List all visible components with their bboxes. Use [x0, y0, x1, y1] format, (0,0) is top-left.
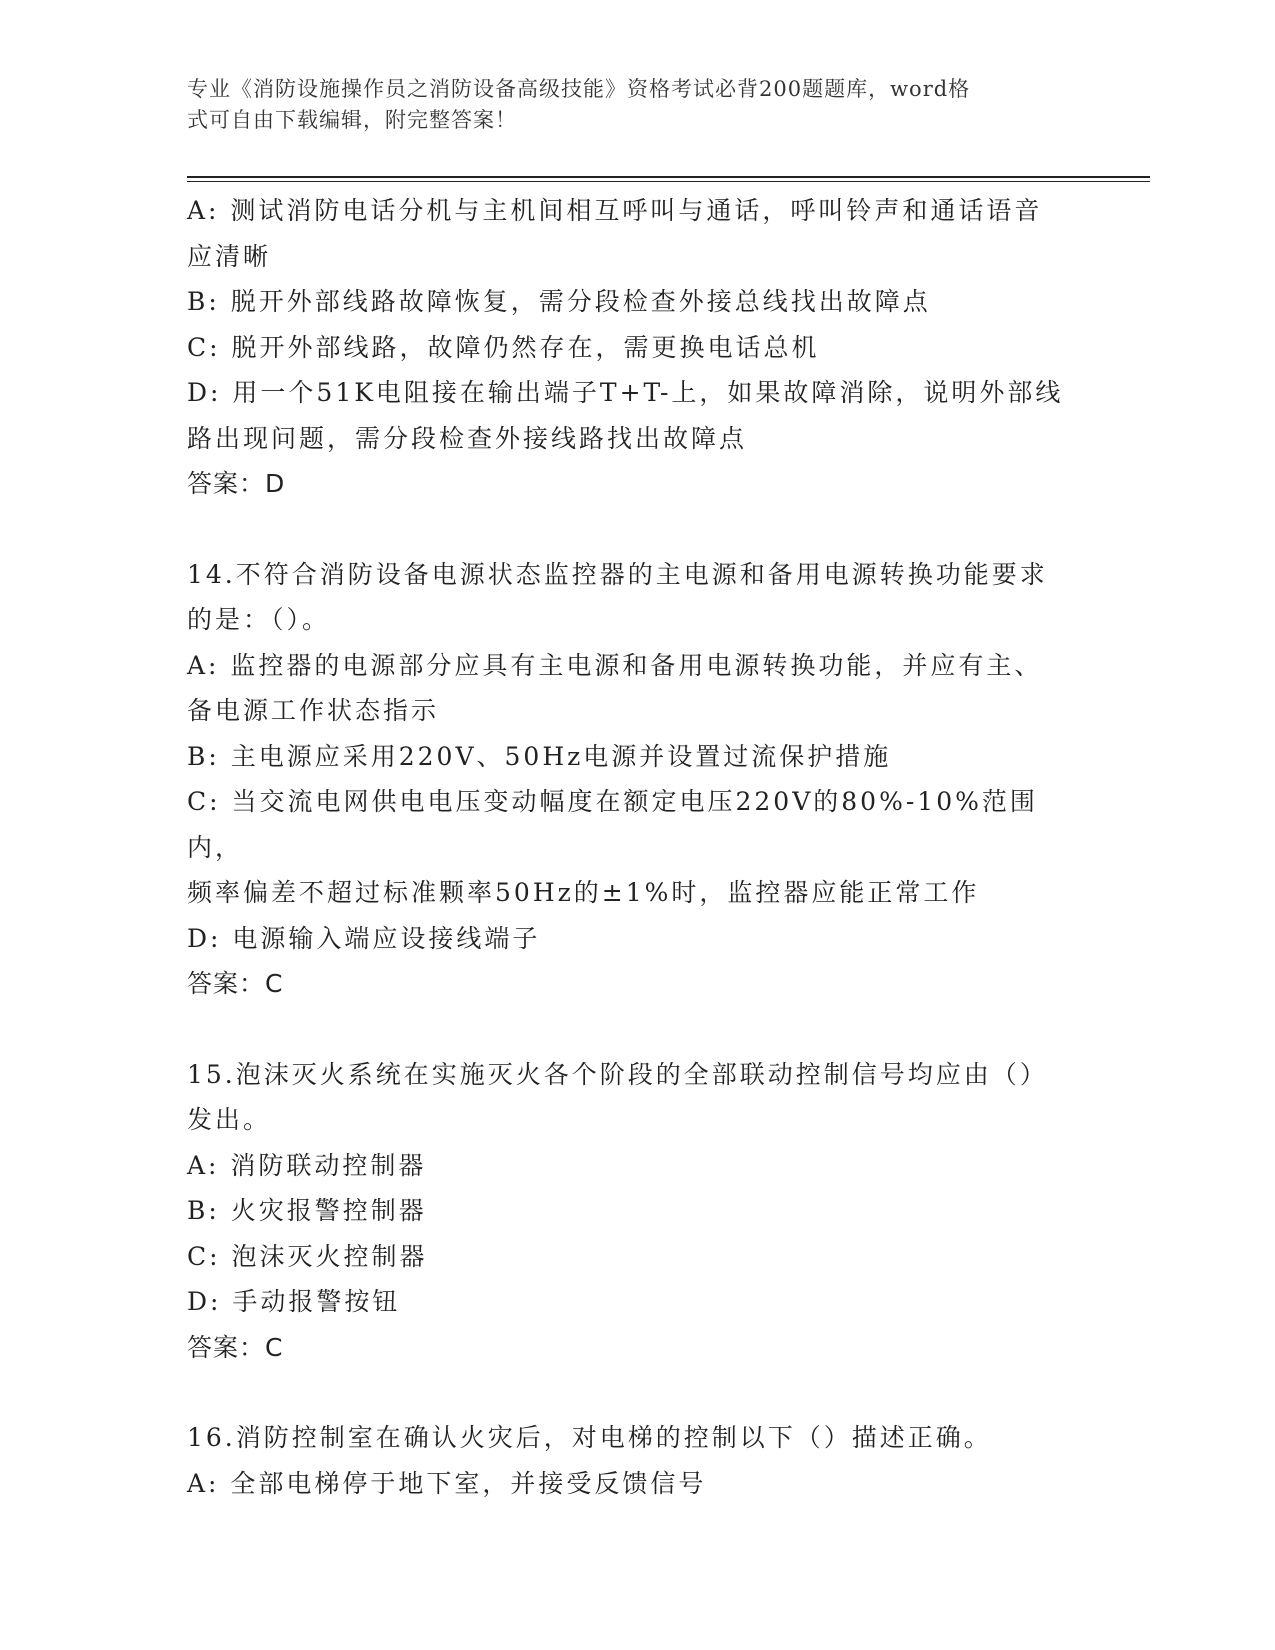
option-d: D: 用一个51K电阻接在输出端子T+T-上，如果故障消除，说明外部线 [187, 378, 1064, 407]
option-a: A: 测试消防电话分机与主机间相互呼叫与通话，呼叫铃声和通话语音 [187, 196, 1043, 225]
answer: 答案：C [187, 1332, 284, 1362]
option-b: B: 脱开外部线路故障恢复，需分段检查外接总线找出故障点 [187, 287, 931, 316]
option-a: A: 监控器的电源部分应具有主电源和备用电源转换功能，并应有主、 [187, 650, 1043, 680]
question-stem-continued: 的是：（）。 [187, 605, 331, 634]
spacer [187, 1370, 1087, 1415]
option-a-continued: 备电源工作状态指示 [187, 696, 440, 725]
option-c: C: 当交流电网供电电压变动幅度在额定电压220V的80%-10%范围内， [187, 787, 1038, 862]
header-line-2: 式可自由下载编辑，附完整答案！ [187, 108, 517, 132]
header-divider-thin [187, 181, 1150, 182]
question-13 [187, 188, 1087, 507]
question-stem: 15.泡沫灭火系统在实施灭火各个阶段的全部联动控制信号均应由（） [187, 1059, 1048, 1089]
option-a-continued: 应清晰 [187, 241, 272, 271]
option-a: A: 消防联动控制器 [187, 1150, 427, 1180]
option-c-continued: 频率偏差不超过标准颗率50Hz的±1%时，监控器应能正常工作 [187, 878, 980, 907]
option-d: D: 手动报警按钮 [187, 1287, 401, 1316]
option-c: C: 脱开外部线路，故障仍然存在，需更换电话总机 [187, 332, 820, 362]
answer: 答案：D [187, 469, 286, 498]
answer: 答案：C [187, 969, 284, 998]
header-divider-thick [187, 176, 1150, 178]
question-list [187, 188, 1087, 1506]
option-c: C: 泡沫灭火控制器 [187, 1241, 428, 1271]
option-a: A: 全部电梯停于地下室，并接受反馈信号 [187, 1468, 707, 1498]
document-header [187, 74, 1067, 136]
option-d: D: 电源输入端应设接线端子 [187, 923, 541, 953]
option-b: B: 主电源应采用220V、50Hz电源并设置过流保护措施 [187, 741, 892, 771]
header-line-1: 专业《消防设施操作员之消防设备高级技能》资格考试必背200题题库，word格 [187, 77, 971, 101]
option-d-continued: 路出现问题，需分段检查外接线路找出故障点 [187, 423, 748, 453]
question-stem: 14.不符合消防设备电源状态监控器的主电源和备用电源转换功能要求 [187, 559, 1048, 589]
question-16 [187, 1415, 1087, 1506]
question-15 [187, 1052, 1087, 1371]
question-stem: 16.消防控制室在确认火灾后，对电梯的控制以下（）描述正确。 [187, 1423, 992, 1452]
spacer [187, 1007, 1087, 1052]
question-14 [187, 552, 1087, 1007]
question-stem-continued: 发出。 [187, 1105, 272, 1134]
option-b: B: 火灾报警控制器 [187, 1196, 427, 1225]
spacer [187, 507, 1087, 552]
